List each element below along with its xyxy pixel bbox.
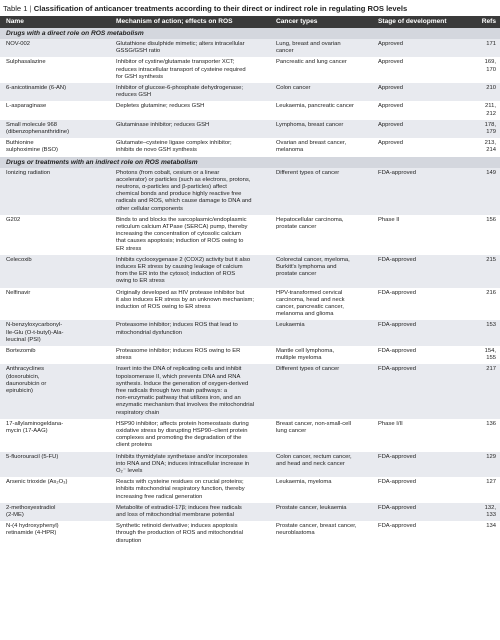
cell-cancer-types: Prostate cancer, breast cancer, neuroblastoma	[276, 523, 357, 537]
cell-stage: FDA-approved	[378, 289, 417, 296]
table-row	[0, 452, 500, 478]
cell-cancer-types: Mantle cell lymphoma, multiple myeloma	[276, 348, 335, 362]
cell-cancer-types: HPV-transformed cervical carcinoma, head and neck cancer, pancreatic cancer, melanoma and glioma	[276, 289, 345, 318]
cell-stage: Approved	[378, 59, 404, 66]
cell-refs: 136	[486, 420, 496, 427]
column-header-name: Name	[6, 18, 24, 25]
table-row	[0, 39, 500, 57]
cell-name: N-(4 hydroxyphenyl) retinamide (4-HPR)	[6, 523, 59, 537]
cell-name: 6-anicotinamide (6-AN)	[6, 85, 67, 91]
cell-name: Bortezomib	[6, 348, 36, 354]
table-row	[0, 168, 500, 215]
cell-name: Arsenic trioxide (As₂O₃)	[6, 479, 68, 486]
cell-stage: Approved	[378, 121, 404, 128]
cell-cancer-types: Colorectal cancer, myeloma, Burkitt's lymphoma and prostate cancer	[276, 256, 350, 278]
section-title: Drugs or treatments with an indirect role on ROS metabolism	[6, 158, 198, 166]
cell-stage: FDA-approved	[378, 169, 417, 176]
cell-stage: FDA-approved	[378, 523, 417, 530]
column-header-mechanism: Mechanism of action; effects on ROS	[116, 18, 233, 25]
cell-cancer-types: Prostate cancer, leukaemia	[276, 504, 347, 511]
table-row	[0, 521, 500, 547]
table-row	[0, 101, 500, 119]
cell-stage: FDA-approved	[378, 348, 417, 354]
cell-name: N-benzyloxycarbonyl- Ile-Glu (O-t-butyl)-Ala- leucinal (PSI)	[6, 322, 64, 343]
cell-cancer-types: Lymphoma, breast cancer	[276, 121, 344, 128]
cell-mechanism: Inhibits thymidylate synthetase and/or incorporates into RNA and DNA; induces intracellular increase in O₂⁻ levels	[116, 453, 250, 474]
table-caption	[1, 1, 499, 17]
cell-mechanism: Binds to and blocks the sarcoplasmic/endoplasmic reticulum calcium ATPase (SERCA) pump, thereby increasing the concentration of cytosolic calcium that causes apoptosis; induction of ROS owing to ER stress	[116, 216, 248, 252]
cell-mechanism: HSP90 inhibitor; affects protein homeostasis during oxidative stress by disrupting HSP90–client protein complexes and promoting the degradation of the client proteins	[116, 420, 249, 449]
table-row	[0, 215, 500, 255]
cell-refs: 127	[486, 479, 496, 486]
cell-mechanism: Glutamate–cysteine ligase complex inhibitor; inhibits de novo GSH synthesis	[116, 140, 232, 154]
cell-refs: 171	[486, 41, 496, 47]
cell-mechanism: Synthetic retinoid derivative; induces apoptosis through the production of ROS and mitochondrial disruption	[116, 523, 244, 544]
cell-name: Anthracyclines (doxorubicin, daunorubicin or epirubicin)	[6, 366, 47, 394]
table-row	[0, 477, 500, 503]
caption-title: Classification of anticancer treatments according to their direct or indirect role in regulating ROS levels	[33, 4, 408, 13]
cell-stage: Phase I/II	[378, 420, 403, 427]
cell-cancer-types: Leukaemia, pancreatic cancer	[276, 103, 354, 110]
cell-refs: 153	[486, 322, 496, 329]
cell-refs: 215	[486, 256, 496, 263]
cell-mechanism: Inhibitor of cystine/glutamate transporter XCT; reduces intracellular transport of cysteine required for GSH synthesis	[116, 59, 246, 80]
cell-name: L-asparaginase	[6, 103, 47, 110]
cell-cancer-types: Different types of cancer	[276, 366, 340, 373]
cell-mechanism: Insert into the DNA of replicating cells and inhibit topoisomerase II, which prevents DNA and RNA synthesis. Induce the generation of oxygen-derived free radicals through two main pathways: a non-enzymatic pathway that utilizes iron, and an enzymatic mechanism that involves the mitochondrial respiratory chain	[116, 366, 255, 416]
table-row	[0, 138, 500, 156]
cell-name: 17-allylaminogeldana- mycin (17-AAG)	[6, 420, 64, 434]
column-header-cancer-types: Cancer types	[276, 18, 318, 25]
cell-mechanism: Photons (from cobalt, cesium or a linear accelerator) or particles (such as electrons, protons, neutrons, α-particles and β-particles) affect chemical bonds and produce highly reactive free radicals and ROS, which cause damage to DNA and other cellular components	[116, 169, 252, 212]
table-row	[0, 288, 500, 321]
table-row	[0, 346, 500, 364]
cell-mechanism: Inhibitor of glucose-6-phosphate dehydrogenase; reduces GSH	[116, 85, 244, 99]
cell-refs: 211, 212	[485, 103, 496, 117]
cell-stage: Approved	[378, 85, 404, 91]
table-row	[0, 320, 500, 346]
cell-refs: 210	[486, 85, 496, 91]
caption-label: Table 1	[3, 4, 28, 13]
table-row	[0, 364, 500, 418]
cell-cancer-types: Colon cancer	[276, 85, 311, 91]
cell-mechanism: Proteasome inhibitor; induces ROS owing to ER stress	[116, 348, 241, 362]
cell-name: 5-fluorouracil (5-FU)	[6, 453, 59, 460]
cell-cancer-types: Ovarian and breast cancer, melanoma	[276, 140, 347, 154]
cell-mechanism: Originally developed as HIV protease inhibitor but it also induces ER stress by an unknown mechanism; induction of ROS owing to ER stress	[116, 289, 255, 310]
cell-name: Small molecule 968 (dibenzophenanthridine)	[6, 121, 70, 135]
section-header	[0, 157, 500, 168]
cell-refs: 178, 179	[484, 121, 496, 135]
cell-cancer-types: Colon cancer, rectum cancer, and head and neck cancer	[276, 453, 352, 467]
cell-name: Sulphasalazine	[6, 59, 46, 66]
cell-mechanism: Proteasome inhibitor; induces ROS that lead to mitochondrial dysfunction	[116, 322, 238, 336]
cell-refs: 216	[486, 289, 496, 296]
cell-cancer-types: Hepatocellular carcinoma, prostate cancer	[276, 216, 344, 230]
cell-mechanism: Depletes glutamine; reduces GSH	[116, 103, 205, 110]
cell-name: Celecoxib	[6, 256, 32, 263]
cell-name: Buthionine sulphoximine (BSO)	[6, 140, 58, 154]
table-row	[0, 83, 500, 101]
section-header	[0, 28, 500, 39]
cell-stage: FDA-approved	[378, 504, 417, 511]
cell-stage: Approved	[378, 140, 404, 147]
cell-refs: 149	[486, 169, 496, 176]
cell-cancer-types: Different types of cancer	[276, 169, 340, 176]
cell-stage: Approved	[378, 41, 404, 47]
caption-separator: |	[29, 4, 32, 13]
cell-cancer-types: Leukaemia	[276, 322, 305, 329]
cell-name: 2-methoxyestradiol (2-ME)	[6, 504, 56, 518]
cell-stage: FDA-approved	[378, 453, 417, 460]
column-header-refs: Refs	[481, 18, 496, 25]
cell-cancer-types: Lung, breast and ovarian cancer	[276, 41, 341, 55]
table-row	[0, 120, 500, 138]
cell-name: Nelfinavir	[6, 289, 31, 296]
cell-stage: Phase II	[378, 216, 400, 223]
cell-mechanism: Glutaminase inhibitor; reduces GSH	[116, 121, 210, 128]
cell-refs: 217	[486, 366, 496, 373]
cell-refs: 129	[486, 453, 496, 460]
table-row	[0, 419, 500, 452]
cell-stage: FDA-approved	[378, 322, 417, 329]
cell-name: Ionizing radiation	[6, 169, 51, 176]
table-row	[0, 57, 500, 83]
cell-mechanism: Inhibits cyclooxygenase 2 (COX2) activity but it also induces ER stress by causing leakage of calcium from the ER into the cytosol; induction of ROS owing to ER stress	[116, 256, 251, 285]
table-row	[0, 255, 500, 288]
cell-refs: 134	[486, 523, 496, 530]
cell-mechanism: Metabolite of estradiol-17β; induces free radicals and loss of mitochondrial membrane potential	[116, 504, 242, 518]
cell-mechanism: Glutathione disulphide mimetic; alters intracellular GSSG/GSH ratio	[116, 41, 245, 55]
cell-cancer-types: Pancreatic and lung cancer	[276, 59, 347, 66]
cell-stage: FDA-approved	[378, 366, 417, 373]
cell-refs: 156	[486, 216, 496, 223]
cell-name: G202	[6, 216, 21, 223]
cell-stage: FDA-approved	[378, 479, 417, 486]
cell-refs: 154, 155	[484, 348, 496, 362]
cell-refs: 132, 133	[484, 504, 496, 518]
section-title: Drugs with a direct role on ROS metabolism	[6, 30, 144, 37]
cell-stage: Approved	[378, 103, 404, 110]
cell-mechanism: Reacts with cysteine residues on crucial proteins; inhibits mitochondrial respiratory function, thereby increasing free radical generation	[116, 479, 245, 500]
cell-cancer-types: Leukaemia, myeloma	[276, 479, 332, 486]
cell-cancer-types: Breast cancer, non-small-cell lung cancer	[276, 420, 352, 434]
cell-refs: 213, 214	[484, 140, 496, 154]
table-row	[0, 503, 500, 521]
cell-name: NOV-002	[6, 41, 31, 47]
table-header	[0, 16, 500, 28]
column-header-stage: Stage of development	[378, 18, 447, 25]
cell-refs: 169, 170	[484, 59, 496, 73]
cell-stage: FDA-approved	[378, 256, 417, 263]
